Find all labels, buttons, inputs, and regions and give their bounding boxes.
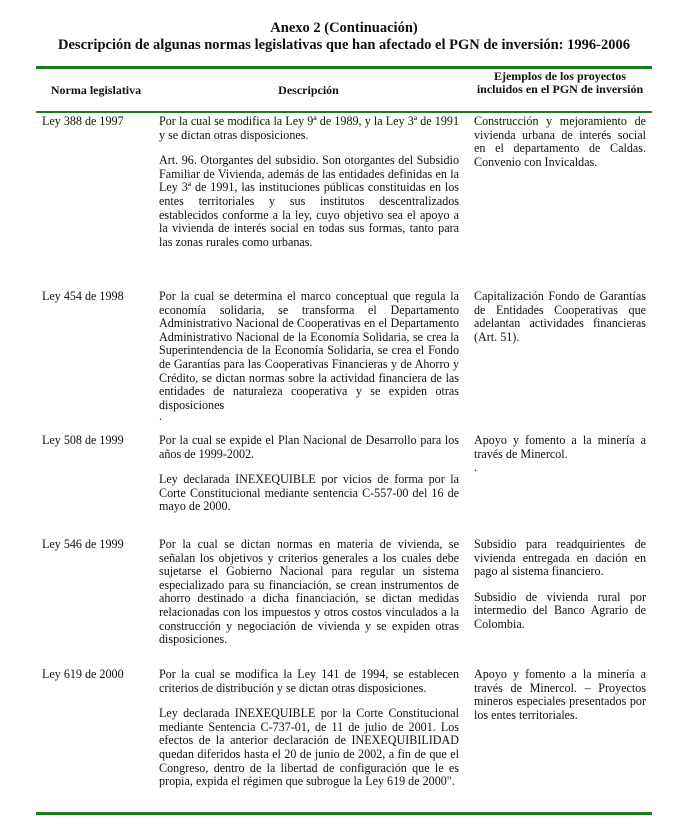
ejemplos-cell xyxy=(474,538,646,632)
descripcion-cell xyxy=(159,668,459,789)
ejemplo-paragraph: . xyxy=(474,460,478,475)
descripcion-paragraph: Ley declarada INEXEQUIBLE por vicios de forma por la Corte Constitucional mediante sentencia C-557-00 del 16 de mayo de 2000. xyxy=(159,472,459,514)
descripcion-paragraph: Por la cual se determina el marco conceptual que regula la economía solidaria, se transforma el Departamento Administrativo Nacional de Cooperativas en el Departamento Administrativo Nacional de la Economía Solidaria, se crea la Superintendencia de la Economía Solidaria, se crea el Fondo de Garantías para las Cooperativas Financieras y de Ahorro y Crédito, se dictan normas sobre la actividad financiera de las entidades de naturaleza cooperativa y se expiden otras disposiciones xyxy=(159,289,459,412)
descripcion-paragraph: Ley declarada INEXEQUIBLE por la Corte Constitucional mediante Sentencia C-737-01, de 11 de julio de 2001. Los efectos de la anterior declaración de INEXEQUIBILIDAD quedan diferidos hasta el 20 de junio de 2002, a fin de que el Congreso, dentro de la libertad de configuración que le es propia, expida el régimen que subrogue la Ley 619 de 2000". xyxy=(159,706,459,789)
title-line-1: Anexo 2 (Continuación) xyxy=(270,20,418,36)
descripcion-paragraph: Por la cual se dictan normas en materia de vivienda, se señalan los objetivos y criterios generales a los cuales debe sujetarse el Gobierno Nacional para regular un sistema especializado para su financiación, se crean instrumentos de ahorro destinado a dicha financiación, se dictan medidas relacionadas con los impuestos y otros costos vinculados a la construcción y negociación de vivienda y se expiden otras disposiciones. xyxy=(159,537,459,647)
header-descripcion: Descripción xyxy=(278,83,339,97)
ejemplo-paragraph: Subsidio para readquirientes de vivienda entregada en dación en pago al sistema financiero. xyxy=(474,537,646,579)
title-line-2: Descripción de algunas normas legislativas que han afectado el PGN de inversión: 1996-2006 xyxy=(58,37,630,53)
ejemplos-cell xyxy=(474,668,646,722)
norma-cell: Ley 388 de 1997 xyxy=(42,114,124,128)
norma-cell: Ley 454 de 1998 xyxy=(42,289,124,303)
descripcion-cell xyxy=(159,115,459,249)
descripcion-cell xyxy=(159,289,459,424)
header-norma: Norma legislativa xyxy=(50,83,142,97)
norma-cell: Ley 508 de 1999 xyxy=(42,433,124,447)
descripcion-paragraph: . xyxy=(159,409,163,424)
table-bottom-rule xyxy=(36,812,652,815)
ejemplo-paragraph: Subsidio de vivienda rural por intermedio del Banco Agrario de Colombia. xyxy=(474,589,646,631)
descripcion-cell xyxy=(159,538,459,647)
ejemplo-paragraph: Construcción y mejoramiento de vivienda urbana de interés social en el departamento de Caldas. Convenio con Invicaldas. xyxy=(474,114,646,169)
descripcion-paragraph: Art. 96. Otorgantes del subsidio. Son otorgantes del Subsidio Familiar de Vivienda, además de las entidades definidas en la Ley 3ª de 1991, las instituciones públicas constituidas en los entes territoriales y sus institutos descentralizados establecidos conforme a la ley, cuyo objetivo sea el apoyo a la vivienda de interés social en todas sus formas, tanto para las zonas rurales como urbanas. xyxy=(159,153,459,249)
descripcion-paragraph: Por la cual se modifica la Ley 9ª de 1989, y la Ley 3ª de 1991 y se dictan otras disposiciones. xyxy=(159,114,459,142)
norma-cell: Ley 619 de 2000 xyxy=(42,667,124,681)
ejemplo-paragraph: Apoyo y fomento a la minería a través de Minercol. – Proyectos mineros especiales presentados por los entes territoriales. xyxy=(474,667,646,722)
ejemplos-cell xyxy=(474,434,646,475)
ejemplo-paragraph: Apoyo y fomento a la minería a través de Minercol. xyxy=(474,433,646,461)
header-ejemplos: Ejemplos de los proyectos incluidos en el PGN de inversión xyxy=(476,69,644,96)
ejemplos-cell xyxy=(474,290,646,344)
ejemplo-paragraph: Capitalización Fondo de Garantías de Entidades Cooperativas que adelantan actividades financieras (Art. 51). xyxy=(474,289,646,344)
descripcion-paragraph: Por la cual se expide el Plan Nacional de Desarrollo para los años de 1999-2002. xyxy=(159,433,459,461)
ejemplos-cell xyxy=(474,115,646,169)
table-header-rule xyxy=(36,111,652,113)
norma-cell: Ley 546 de 1999 xyxy=(42,537,124,551)
descripcion-cell xyxy=(159,434,459,514)
descripcion-paragraph: Por la cual se modifica la Ley 141 de 1994, se establecen criterios de distribución y se dictan otras disposiciones. xyxy=(159,667,459,695)
